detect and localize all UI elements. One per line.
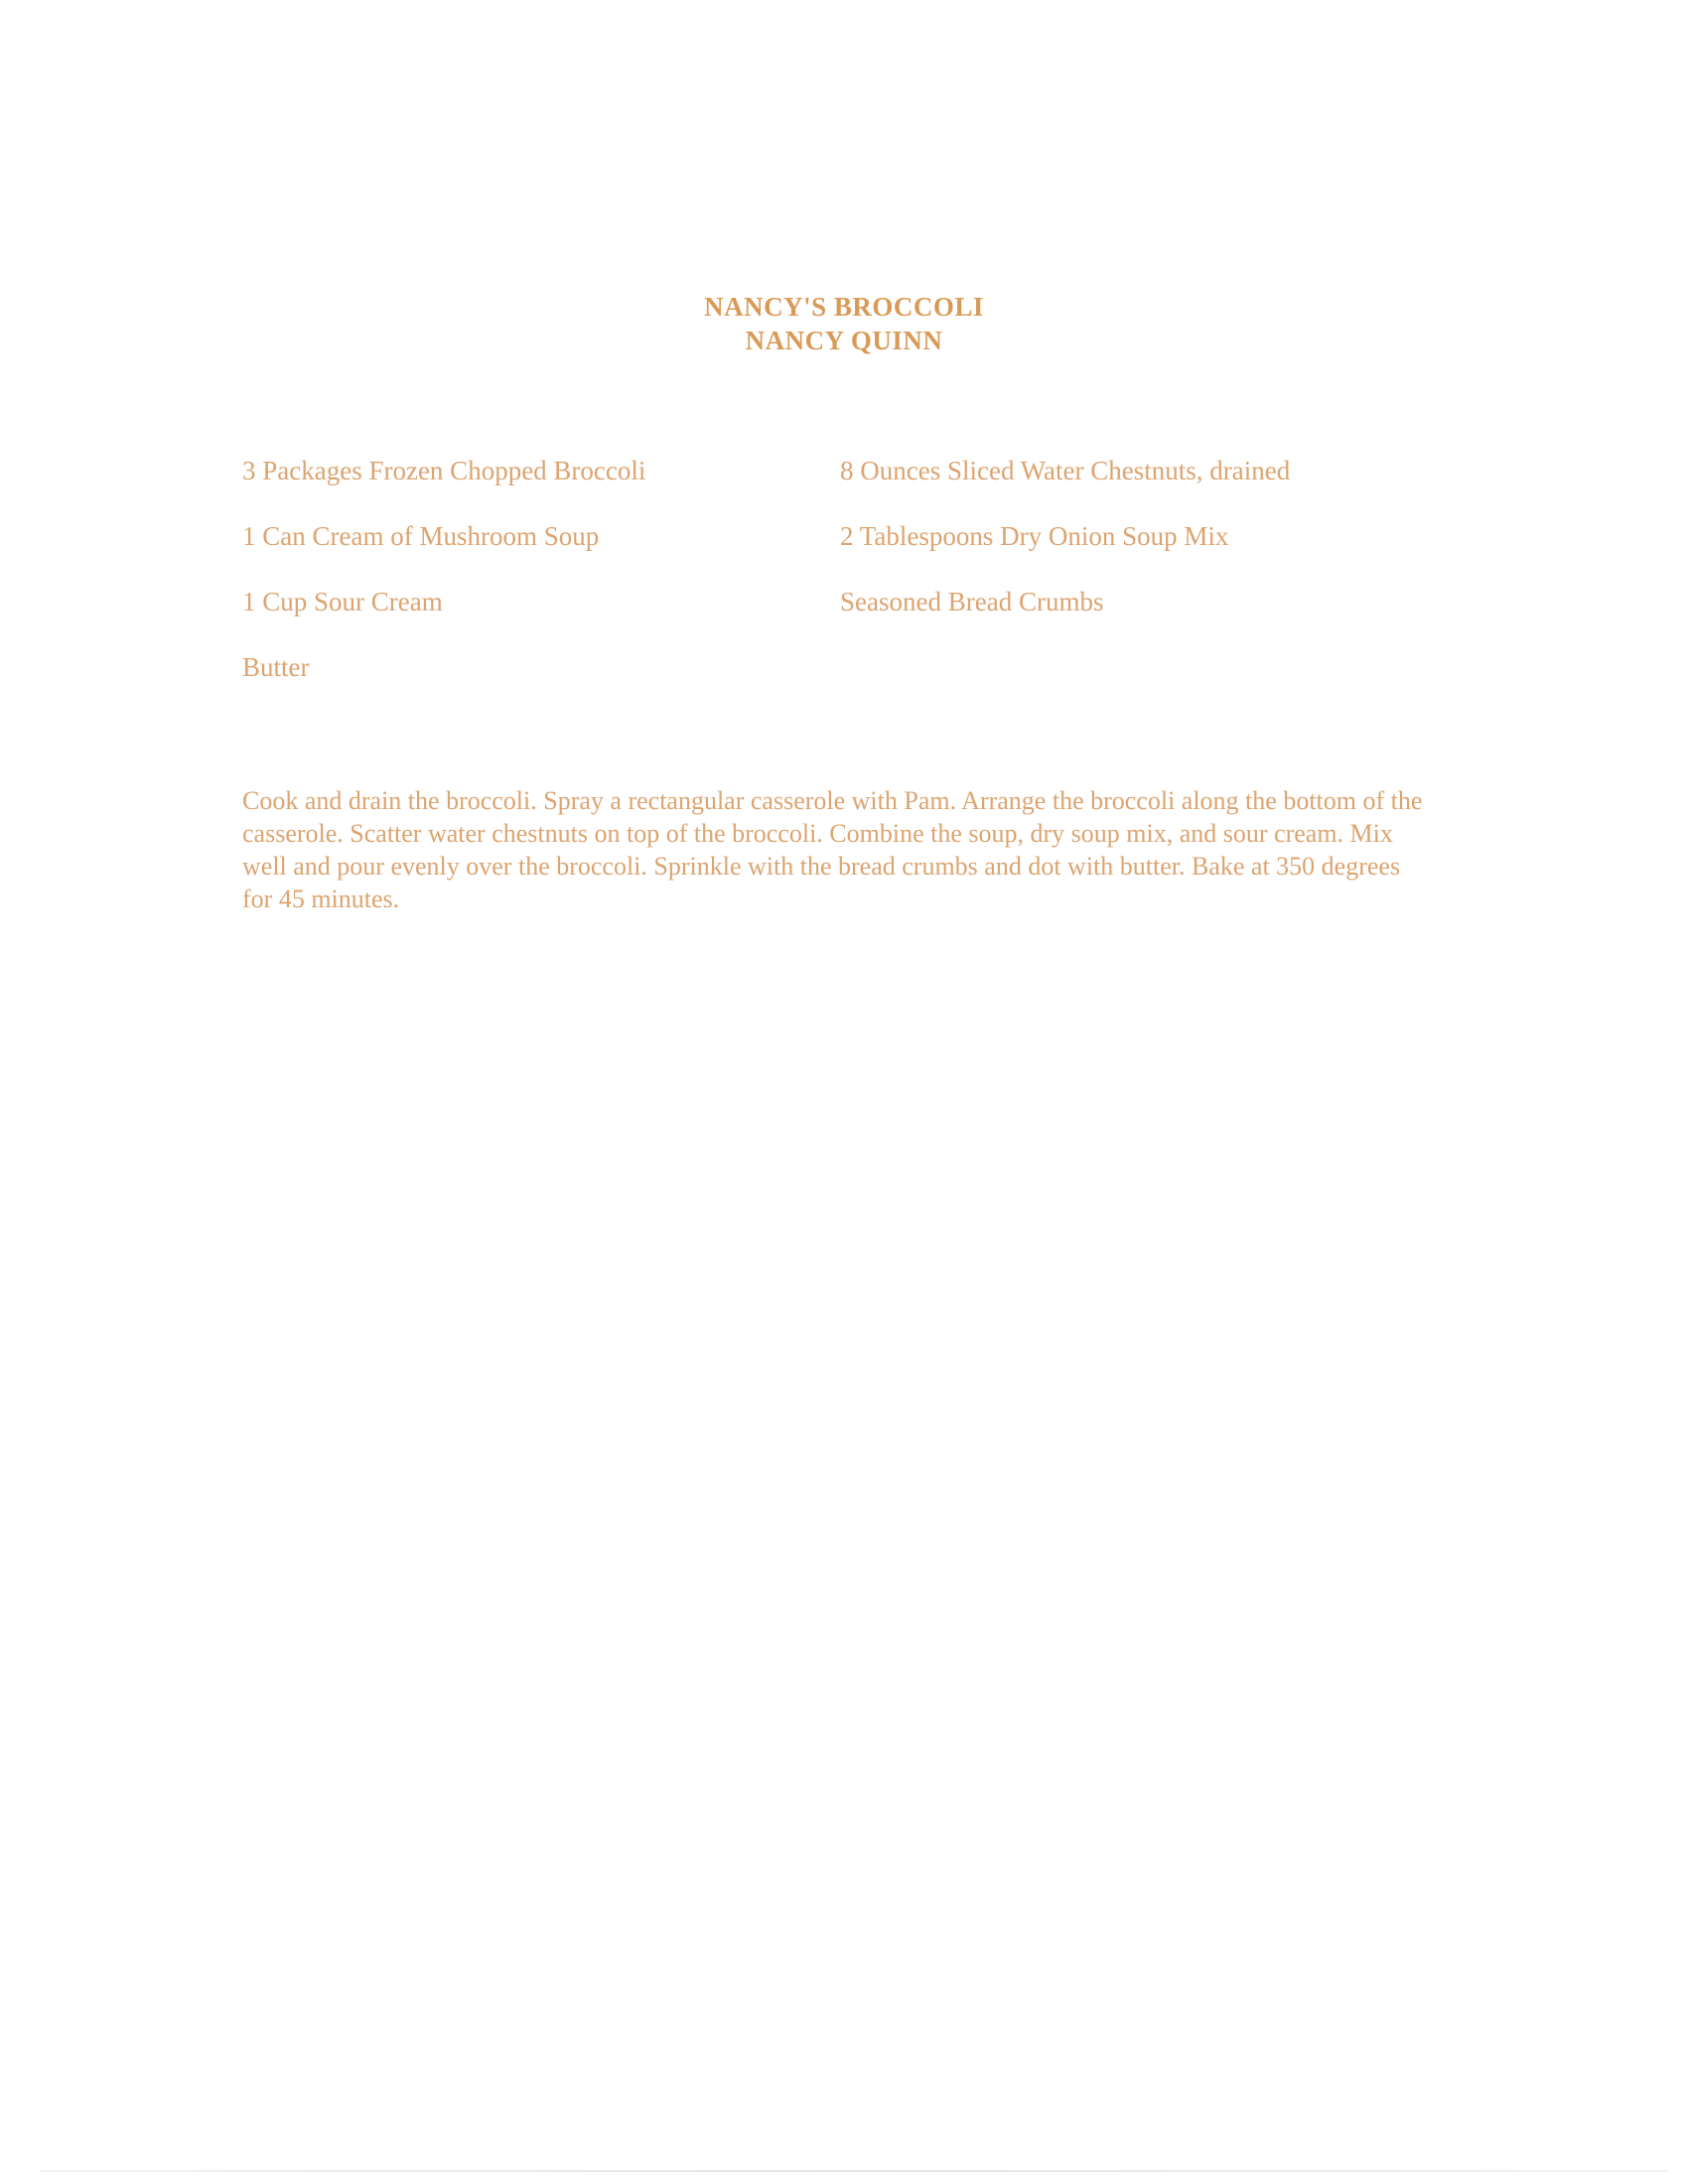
ingredient-butter: Butter — [242, 652, 310, 682]
recipe-instructions: Cook and drain the broccoli. Spray a rectangular casserole with Pam. Arrange the broccoli along the bottom of the casserole. Scatter water chestnuts on top of the broccoli. Combine the soup, dry soup mix, and sour cream. Mix well and pour evenly over the broccoli. Sprinkle with the bread crumbs and dot with butter. Bake at 350 degrees for 45 minutes. — [242, 786, 1423, 913]
ingredient-water-chestnuts: 8 Ounces Sliced Water Chestnuts, drained — [840, 456, 1291, 485]
ingredient-onion-soup-mix: 2 Tablespoons Dry Onion Soup Mix — [840, 521, 1229, 551]
ingredient-sour-cream: 1 Cup Sour Cream — [242, 587, 443, 616]
title-block — [0, 290, 1688, 357]
recipe-title: NANCY'S BROCCOLI — [704, 292, 984, 322]
recipe-author: NANCY QUINN — [745, 326, 943, 355]
ingredient-mushroom-soup: 1 Can Cream of Mushroom Soup — [242, 521, 600, 551]
scan-edge-divider — [40, 2170, 1668, 2172]
ingredient-bread-crumbs: Seasoned Bread Crumbs — [840, 587, 1104, 616]
ingredient-broccoli: 3 Packages Frozen Chopped Broccoli — [242, 456, 646, 485]
